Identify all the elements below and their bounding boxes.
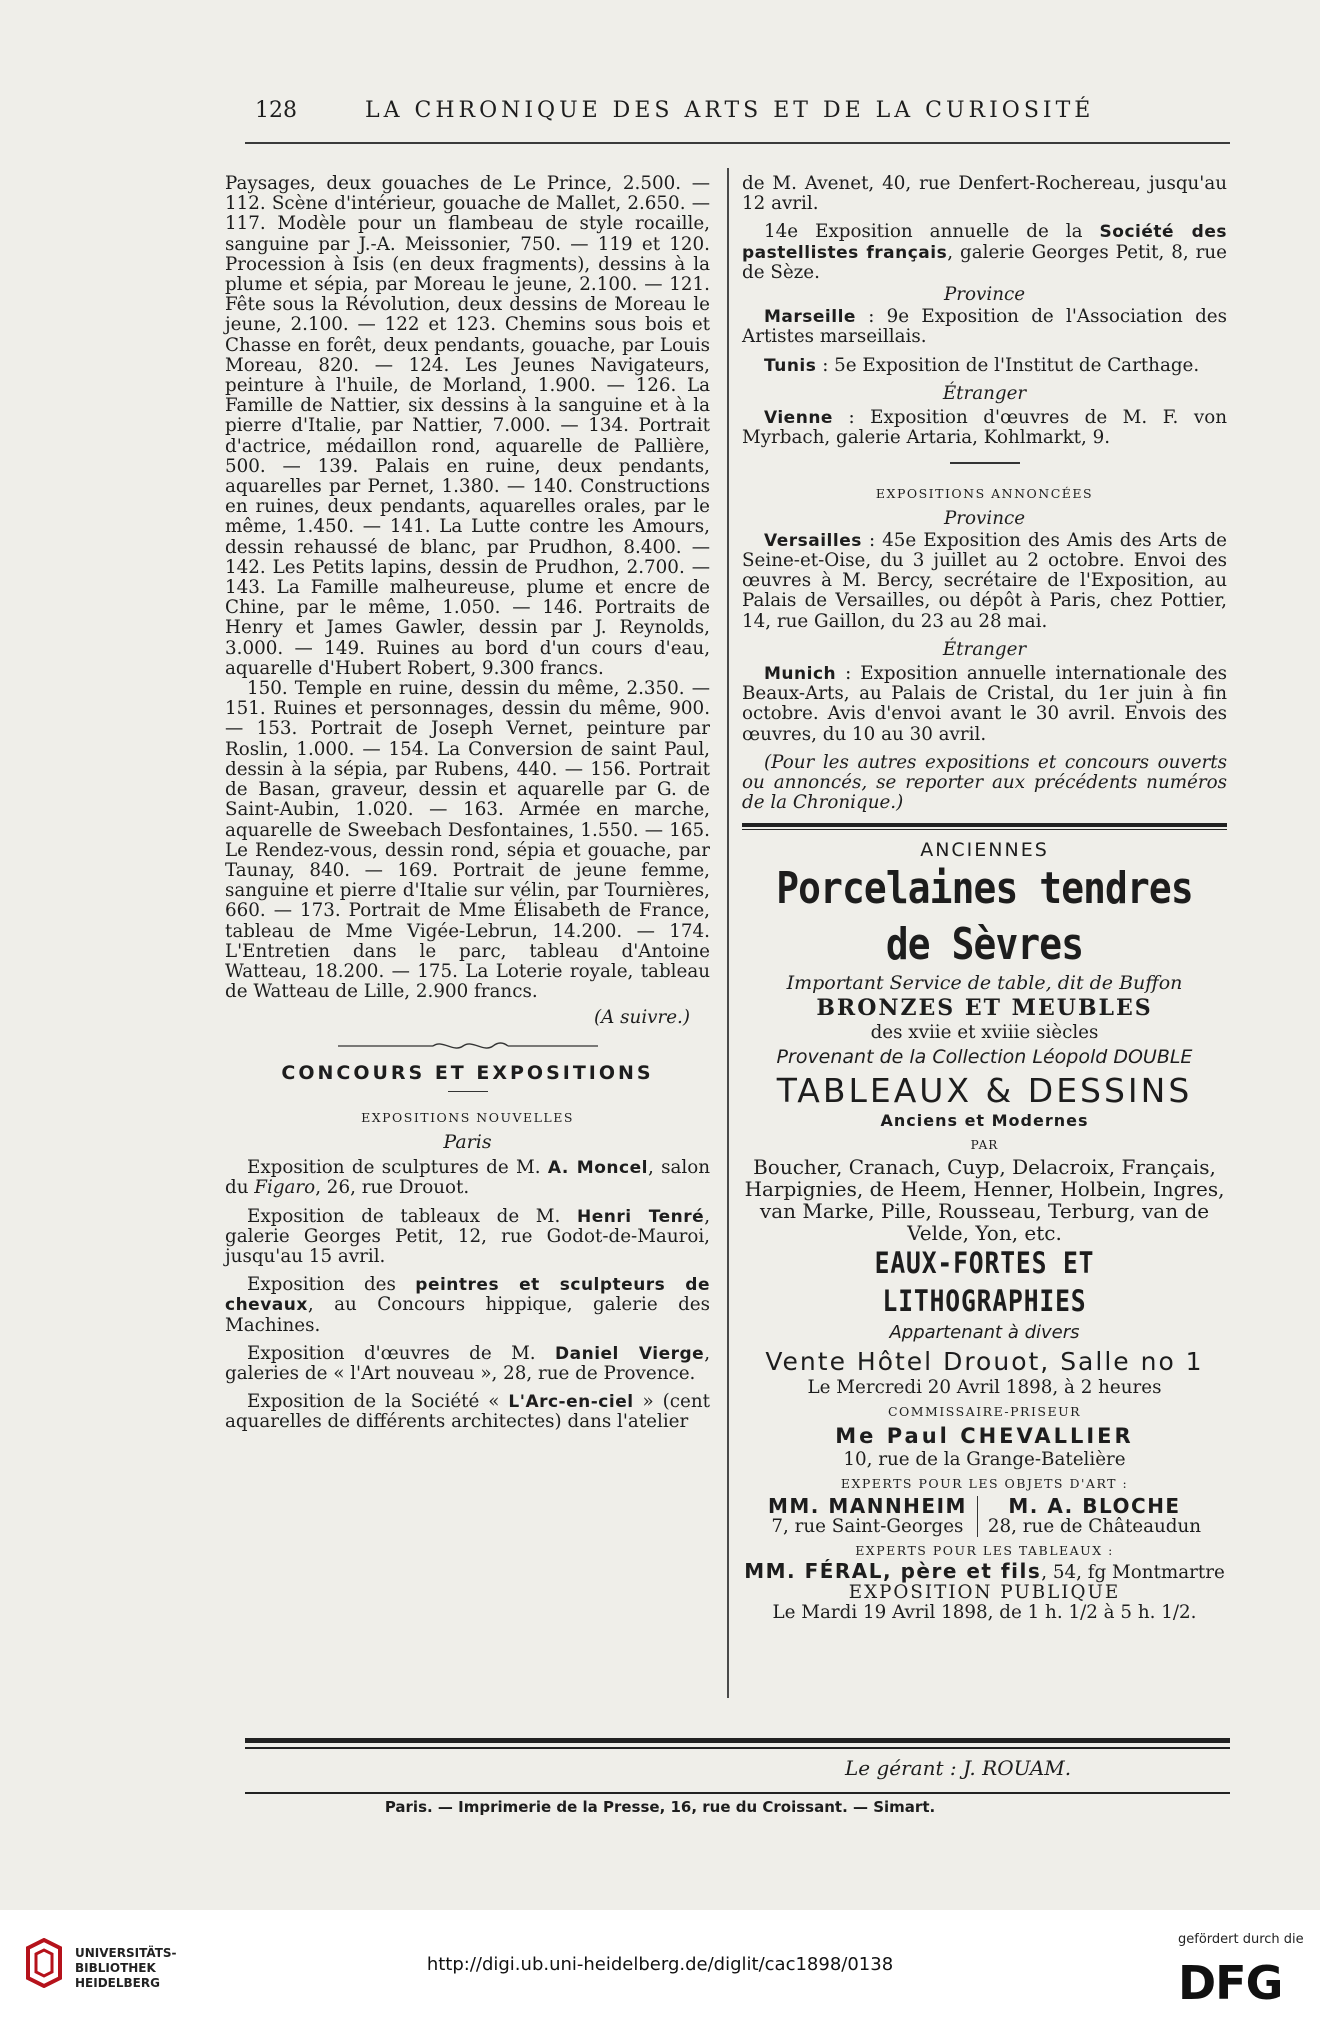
ad-chevallier: Me Paul CHEVALLIER [835, 1423, 1134, 1448]
expo-tenre: Exposition de tableaux de M. Henri Tenré, galerie Georges Petit, 12, rue Godot-de-Mauroi, jusqu'au 15 avril. [225, 1205, 711, 1267]
imprint-line: Paris. — Imprimerie de la Presse, 16, rue du Croissant. — Simart. [384, 1798, 936, 1816]
expo-moncel: Exposition de sculptures de M. A. Moncel, salon du Figaro, 26, rue Drouot. [225, 1157, 711, 1199]
ad-feral: MM. FÉRAL, père et fils, 54, fg Montmartre [744, 1558, 1225, 1583]
marseille: Marseille : 9e Exposition de l'Association des Artistes marseillais. [742, 306, 1227, 348]
ad-important: Important Service de table, dit de Buffon [786, 971, 1183, 994]
imprint-rule [245, 1792, 1230, 1794]
versailles: Versailles : 45e Exposition des Amis des Arts de Seine-et-Oise, du 3 juillet au 2 octobre. Envoi des œuvres à M. Bercy, secrétaire de l'Exposition, au Palais de Versailles, ou dépôt à Paris, chez Pottier, 14, rue Gaillon, du 23 au 28 mai. [742, 529, 1227, 632]
annoncees-title: EXPOSITIONS ANNONCÉES [875, 486, 1094, 502]
ad-experts-row [742, 1496, 1227, 1536]
note: (Pour les autres expositions et concours ouverts ou annoncés, se reporter aux précédents numéros de la Chronique.) [742, 751, 1227, 814]
etranger-heading: Étranger [942, 382, 1027, 404]
ad-commissaire: COMMISSAIRE-PRISEUR [887, 1403, 1082, 1419]
expo-vierge: Exposition d'œuvres de M. Daniel Vierge, galeries de « l'Art nouveau », 28, rue de Provence. [225, 1342, 710, 1384]
ad-top-rule [742, 823, 1227, 827]
province-heading-2: Province [943, 507, 1026, 529]
page-number: 128 [255, 98, 297, 123]
page-header [245, 98, 1245, 132]
a-suivre: (A suivre.) [594, 1007, 690, 1029]
bottom-rule-heavy [245, 1738, 1230, 1743]
sale-paragraph-1: Paysages, deux gouaches de Le Prince, 2.500. — 112. Scène d'intérieur, gouache de Mallet, 2.650. — 117. Modèle pour un flambeau de style rocaille, sanguine par J.-A. Meissonier, 750. — 119 et 120. Procession à Isis (en deux fragments), dessins à la plume et sépia, par Moreau le jeune, 2.100. — 121. Fête sous la Révolution, deux dessins de Moreau le jeune, 2.100. — 122 et 123. Chemins sous bois et Chasse en forêt, deux pendants, gouache, par Louis Moreau, 820. — 124. Les Jeunes Navigateurs, peinture à l'huile, de Morland, 1.900. — 126. La Famille de Nattier, six dessins à la sanguine et à la pierre d'Italie, par Nattier, 7.000. — 134. Portrait d'actrice, médaillon rond, aquarelle de Pallière, 500. — 139. Palais en ruine, deux pendants, aquarelles par Pernet, 1.380. — 140. Constructions en ruines, deux pendants, aquarelles orales, par le même, 1.450. — 141. La Lutte contre les Amours, dessin rehaussé de blanc, par Prudhon, 8.400. — 142. Les Petits lapins, dessin de Prudhon, 2.700. — 143. La Famille malheureuse, plume et encre de Chine, par le même, 1.050. — 146. Portraits de Henry et James Gawler, dessin par J. Reynolds, 3.000. — 149. Ruines au bord d'un cours d'eau, aquarelle d'Hubert Robert, 9.300 francs. [225, 173, 710, 679]
dfg-logo: DFG [1178, 1956, 1283, 2010]
short-rule [448, 1091, 488, 1092]
ad-date-exposition: Le Mardi 19 Avril 1898, de 1 h. 1/2 à 5 h. 1/2. [772, 1602, 1197, 1624]
paris-heading: Paris [443, 1130, 492, 1153]
ad-bloche: M. A. BLOCHE 28, rue de Châteaudun [987, 1494, 1202, 1537]
running-title: LA CHRONIQUE DES ARTS ET DE LA CURIOSITÉ [365, 98, 1095, 123]
ad-par: PAR [970, 1138, 999, 1153]
sale-paragraph-2: 150. Temple en ruine, dessin du même, 2.350. — 151. Ruines et personnages, dessin du même, 900. — 153. Portrait de Joseph Vernet, peinture par Roslin, 1.000. — 154. La Conversion de saint Paul, dessin à la sépia, par Rubens, 440. — 156. Portrait de Basan, graveur, dessin et aquarelle par G. de Saint-Aubin, 1.020. — 163. Armée en marche, aquarelle de Sweebach Desfontaines, 1.550. — 165. Le Rendez-vous, dessin rond, sépia et gouache, par Taunay, 840. — 169. Portrait de jeune femme, sanguine et pierre d'Italie sur vélin, par Tournières, 660. — 173. Portrait de Mme Élisabeth de France, tableau de Mme Vigée-Lebrun, 14.200. — 174. L'Entretien dans le parc, tableau d'Antoine Watteau, 18.200. — 175. La Loterie royale, tableau de Watteau de Lille, 2.900 francs. [225, 678, 710, 1003]
ad-porcelaines: Porcelaines tendres de Sèvres [776, 862, 1193, 970]
pastellistes: 14e Exposition annuelle de la Société des pastellistes français, galerie Georges Petit, 8, rue de Sèze. [742, 221, 1228, 283]
ad-appartenant: Appartenant à divers [889, 1321, 1080, 1343]
munich: Munich : Exposition annuelle internationale des Beaux-Arts, au Palais de Cristal, du 1er juin à fin octobre. Avis d'envoi avant le 30 avril. Envois des œuvres, du 10 au 30 avril. [742, 663, 1227, 745]
etranger-heading-2: Étranger [942, 638, 1027, 660]
ad-vente: Vente Hôtel Drouot, Salle no 1 [765, 1346, 1204, 1376]
avenet-text: de M. Avenet, 40, rue Denfert-Rochereau, jusqu'au 12 avril. [742, 173, 1227, 215]
ad-tableaux: TABLEAUX & DESSINS [776, 1071, 1193, 1111]
tunis: Tunis : 5e Exposition de l'Institut de Carthage. [764, 354, 1200, 376]
expo-chevaux: Exposition des peintres et sculpteurs de chevaux, au Concours hippique, galerie des Machines. [225, 1274, 711, 1336]
bottom-rule-thin [245, 1747, 1230, 1749]
vienne: Vienne : Exposition d'œuvres de M. F. von Myrbach, galerie Artaria, Kohlmarkt, 9. [742, 407, 1227, 449]
ad-exposition-publique: EXPOSITION PUBLIQUE [848, 1582, 1121, 1604]
ad-experts-tableaux: EXPERTS POUR LES TABLEAUX : [855, 1542, 1114, 1558]
ad-anciennes: ANCIENNES [920, 839, 1049, 862]
ad-siecles: des xviie et xviiie siècles [870, 1021, 1099, 1043]
ad-date-vente: Le Mercredi 20 Avril 1898, à 2 heures [807, 1376, 1162, 1398]
ad-mannheim: MM. MANNHEIM 7, rue Saint-Georges [758, 1496, 978, 1536]
university-name: UNIVERSITÄTS- BIBLIOTHEK HEIDELBERG [75, 1946, 177, 1990]
ad-provenant: Provenant de la Collection Léopold DOUBLE [776, 1046, 1193, 1069]
subsection-title: EXPOSITIONS NOUVELLES [361, 1109, 574, 1125]
column-divider [727, 168, 729, 1698]
ad-bronzes: BRONZES ET MEUBLES [816, 994, 1153, 1021]
digitization-footer [0, 1910, 1320, 2020]
permalink-url[interactable]: http://digi.ub.uni-heidelberg.de/diglit/cac1898/0138 [426, 1954, 894, 1975]
header-rule [245, 142, 1230, 144]
province-heading: Province [943, 284, 1026, 306]
ad-artists: Boucher, Cranach, Cuyp, Delacroix, Français, Harpignies, de Heem, Henner, Holbein, Ingres, van Marke, Pille, Rousseau, Terburg, van de Velde, Yon, etc. [744, 1154, 1225, 1245]
ad-experts-art: EXPERTS POUR LES OBJETS D'ART : [840, 1476, 1129, 1492]
funding-note: gefördert durch die [1178, 1932, 1304, 1947]
gerant-line: Le gérant : J. ROUAM. [845, 1756, 1072, 1780]
mid-rule [950, 462, 1020, 464]
flourish-ornament [338, 1039, 598, 1053]
expo-arc-en-ciel: Exposition de la Société « L'Arc-en-ciel » (cent aquarelles de différents architectes) dans l'atelier [225, 1391, 710, 1433]
ad-chevallier-address: 10, rue de la Grange-Batelière [843, 1448, 1126, 1470]
left-column [225, 174, 710, 1433]
ad-eaux-fortes: EAUX-FORTES ET LITHOGRAPHIES [874, 1245, 1095, 1318]
section-title: CONCOURS ET EXPOSITIONS [281, 1061, 654, 1084]
advertisement [742, 840, 1227, 1623]
right-column [742, 174, 1227, 1624]
ad-anciens-modernes: Anciens et Modernes [880, 1111, 1089, 1131]
